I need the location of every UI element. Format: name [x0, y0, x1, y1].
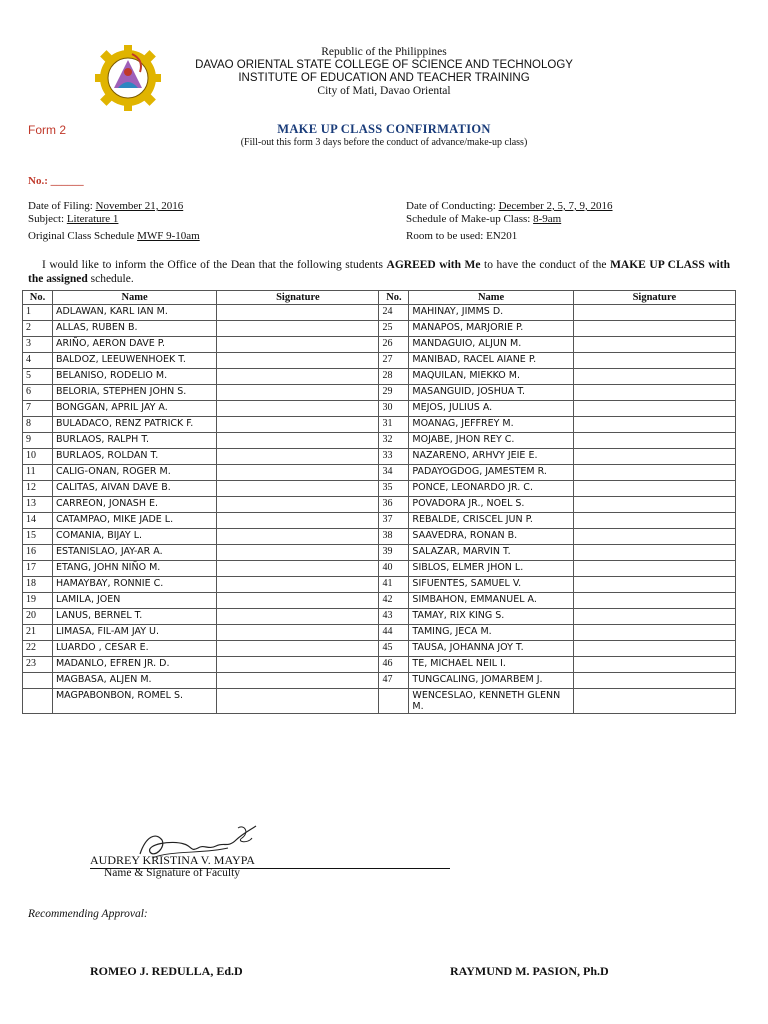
- table-header-row: [23, 291, 736, 305]
- form-title: MAKE UP CLASS CONFIRMATION: [277, 122, 491, 136]
- student-number-cell: 30: [379, 401, 409, 417]
- student-signature-cell: [573, 481, 735, 497]
- student-number-cell: 18: [23, 577, 53, 593]
- student-signature-cell: [217, 385, 379, 401]
- student-signature-cell: [573, 337, 735, 353]
- student-number-cell: 3: [23, 337, 53, 353]
- student-name-cell: SIFUENTES, SAMUEL V.: [409, 577, 573, 593]
- student-number-cell: 27: [379, 353, 409, 369]
- student-signature-cell: [217, 417, 379, 433]
- student-signature-cell: [573, 433, 735, 449]
- reference-number-value: ______: [50, 175, 84, 187]
- student-number-cell: 32: [379, 433, 409, 449]
- student-signature-cell: [217, 433, 379, 449]
- student-number-cell: 16: [23, 545, 53, 561]
- student-name-cell: BELORIA, STEPHEN JOHN S.: [52, 385, 216, 401]
- student-number-cell: 28: [379, 369, 409, 385]
- table-row: [23, 353, 736, 369]
- table-row: [23, 305, 736, 321]
- student-name-cell: MOANAG, JEFFREY M.: [409, 417, 573, 433]
- table-row: [23, 545, 736, 561]
- header-signature-left: Signature: [217, 291, 379, 305]
- makeup-schedule-label: Schedule of Make-up Class:: [406, 213, 531, 225]
- student-roster-table: [22, 290, 736, 714]
- student-name-cell: MASANGUID, JOSHUA T.: [409, 385, 573, 401]
- student-signature-cell: [217, 673, 379, 689]
- original-schedule-label: Original Class Schedule: [28, 230, 135, 242]
- student-signature-cell: [573, 689, 735, 714]
- student-number-cell: 42: [379, 593, 409, 609]
- student-number-cell: [379, 689, 409, 714]
- subject-value: Literature 1: [66, 213, 119, 225]
- student-name-cell: CALITAS, AIVAN DAVE B.: [52, 481, 216, 497]
- date-of-conducting: [406, 200, 613, 213]
- student-signature-cell: [573, 529, 735, 545]
- student-number-cell: 29: [379, 385, 409, 401]
- date-of-conducting-value: December 2, 5, 7, 9, 2016: [498, 200, 613, 212]
- student-number-cell: 22: [23, 641, 53, 657]
- makeup-schedule: [406, 213, 561, 226]
- student-number-cell: 33: [379, 449, 409, 465]
- student-signature-cell: [573, 401, 735, 417]
- date-of-filing: [28, 200, 183, 213]
- student-name-cell: TAMAY, RIX KING S.: [409, 609, 573, 625]
- subject: [28, 213, 118, 226]
- table-row: [23, 513, 736, 529]
- student-name-cell: BULADACO, RENZ PATRICK F.: [52, 417, 216, 433]
- student-signature-cell: [217, 481, 379, 497]
- date-of-conducting-label: Date of Conducting:: [406, 200, 496, 212]
- table-row: [23, 449, 736, 465]
- student-signature-cell: [217, 465, 379, 481]
- student-number-cell: 17: [23, 561, 53, 577]
- intro-part2: to have the conduct of the: [480, 259, 611, 271]
- recommending-approval-label: Recommending Approval:: [28, 908, 148, 920]
- original-schedule-value: MWF 9-10am: [137, 230, 200, 242]
- room-label: Room to be used:: [406, 230, 484, 242]
- reference-number: [28, 175, 84, 187]
- original-schedule: [28, 230, 200, 243]
- student-name-cell: BURLAOS, ROLDAN T.: [52, 449, 216, 465]
- table-row: [23, 641, 736, 657]
- student-signature-cell: [217, 657, 379, 673]
- student-number-cell: 8: [23, 417, 53, 433]
- table-row: [23, 465, 736, 481]
- header-name-left: Name: [52, 291, 216, 305]
- table-row: [23, 321, 736, 337]
- student-name-cell: CALIG-ONAN, ROGER M.: [52, 465, 216, 481]
- makeup-schedule-value: 8-9am: [533, 213, 562, 225]
- student-signature-cell: [573, 305, 735, 321]
- student-name-cell: BALDOZ, LEEUWENHOEK T.: [52, 353, 216, 369]
- student-name-cell: MAGPABONBON, ROMEL S.: [52, 689, 216, 714]
- student-number-cell: 4: [23, 353, 53, 369]
- student-signature-cell: [573, 321, 735, 337]
- student-number-cell: 36: [379, 497, 409, 513]
- approver-right-name: RAYMUND M. PASION, Ph.D: [450, 964, 609, 978]
- student-number-cell: 46: [379, 657, 409, 673]
- header-institute: INSTITUTE OF EDUCATION AND TEACHER TRAINING: [238, 72, 530, 84]
- table-row: [23, 577, 736, 593]
- student-number-cell: 47: [379, 673, 409, 689]
- student-signature-cell: [217, 321, 379, 337]
- student-signature-cell: [573, 513, 735, 529]
- student-number-cell: 41: [379, 577, 409, 593]
- student-signature-cell: [573, 641, 735, 657]
- student-signature-cell: [217, 449, 379, 465]
- student-number-cell: [23, 689, 53, 714]
- student-name-cell: CATAMPAO, MIKE JADE L.: [52, 513, 216, 529]
- header-city: City of Mati, Davao Oriental: [317, 85, 451, 97]
- table-row: [23, 609, 736, 625]
- student-name-cell: COMANIA, BIJAY L.: [52, 529, 216, 545]
- faculty-caption: Name & Signature of Faculty: [104, 867, 241, 879]
- student-name-cell: ARIÑO, AERON DAVE P.: [52, 337, 216, 353]
- student-name-cell: MANAPOS, MARJORIE P.: [409, 321, 573, 337]
- student-number-cell: 12: [23, 481, 53, 497]
- student-name-cell: REBALDE, CRISCEL JUN P.: [409, 513, 573, 529]
- student-name-cell: CARREON, JONASH E.: [52, 497, 216, 513]
- header-college-name: DAVAO ORIENTAL STATE COLLEGE OF SCIENCE AND TECHNOLOGY: [195, 59, 573, 71]
- student-name-cell: SIBLOS, ELMER JHON L.: [409, 561, 573, 577]
- table-row: [23, 593, 736, 609]
- student-number-cell: 25: [379, 321, 409, 337]
- table-row: [23, 417, 736, 433]
- student-number-cell: 2: [23, 321, 53, 337]
- student-name-cell: MAQUILAN, MIEKKO M.: [409, 369, 573, 385]
- student-name-cell: MANDAGUIO, ALJUN M.: [409, 337, 573, 353]
- student-number-cell: 39: [379, 545, 409, 561]
- student-name-cell: POVADORA JR., NOEL S.: [409, 497, 573, 513]
- student-name-cell: SAAVEDRA, RONAN B.: [409, 529, 573, 545]
- table-row: [23, 529, 736, 545]
- student-signature-cell: [217, 625, 379, 641]
- student-name-cell: SIMBAHON, EMMANUEL A.: [409, 593, 573, 609]
- student-number-cell: 26: [379, 337, 409, 353]
- intro-paragraph: [28, 258, 730, 286]
- student-name-cell: MAHINAY, JIMMS D.: [409, 305, 573, 321]
- student-name-cell: ETANG, JOHN NIÑO M.: [52, 561, 216, 577]
- student-name-cell: ADLAWAN, KARL IAN M.: [52, 305, 216, 321]
- student-number-cell: 45: [379, 641, 409, 657]
- table-body: [23, 305, 736, 714]
- header-no-right: No.: [379, 291, 409, 305]
- student-name-cell: LUARDO , CESAR E.: [52, 641, 216, 657]
- table-row: [23, 689, 736, 714]
- student-number-cell: 21: [23, 625, 53, 641]
- student-number-cell: 1: [23, 305, 53, 321]
- student-signature-cell: [573, 497, 735, 513]
- table-row: [23, 481, 736, 497]
- student-signature-cell: [217, 593, 379, 609]
- student-number-cell: 34: [379, 465, 409, 481]
- student-signature-cell: [217, 497, 379, 513]
- header-signature-right: Signature: [573, 291, 735, 305]
- approver-left-name: ROMEO J. REDULLA, Ed.D: [90, 964, 243, 978]
- student-name-cell: LIMASA, FIL-AM JAY U.: [52, 625, 216, 641]
- student-number-cell: 37: [379, 513, 409, 529]
- student-number-cell: 31: [379, 417, 409, 433]
- table-row: [23, 497, 736, 513]
- student-signature-cell: [573, 625, 735, 641]
- table-row: [23, 561, 736, 577]
- student-signature-cell: [573, 353, 735, 369]
- student-number-cell: 38: [379, 529, 409, 545]
- form-subtitle: (Fill-out this form 3 days before the conduct of advance/make-up class): [240, 137, 528, 148]
- student-signature-cell: [217, 513, 379, 529]
- student-signature-cell: [573, 385, 735, 401]
- student-signature-cell: [573, 577, 735, 593]
- table-row: [23, 625, 736, 641]
- student-name-cell: MOJABE, JHON REY C.: [409, 433, 573, 449]
- student-name-cell: LAMILA, JOEN: [52, 593, 216, 609]
- student-number-cell: 35: [379, 481, 409, 497]
- student-name-cell: BURLAOS, RALPH T.: [52, 433, 216, 449]
- intro-part1: I would like to inform the Office of the Dean that the following students: [42, 259, 387, 271]
- student-number-cell: 13: [23, 497, 53, 513]
- student-number-cell: 15: [23, 529, 53, 545]
- student-name-cell: TAUSA, JOHANNA JOY T.: [409, 641, 573, 657]
- student-signature-cell: [217, 561, 379, 577]
- student-name-cell: MAGBASA, ALJEN M.: [52, 673, 216, 689]
- student-number-cell: 14: [23, 513, 53, 529]
- student-number-cell: 43: [379, 609, 409, 625]
- student-name-cell: TUNGCALING, JOMARBEM J.: [409, 673, 573, 689]
- date-of-filing-label: Date of Filing:: [28, 200, 93, 212]
- student-signature-cell: [573, 449, 735, 465]
- student-signature-cell: [573, 673, 735, 689]
- student-name-cell: MEJOS, JULIUS A.: [409, 401, 573, 417]
- student-signature-cell: [573, 593, 735, 609]
- student-name-cell: ALLAS, RUBEN B.: [52, 321, 216, 337]
- student-number-cell: 9: [23, 433, 53, 449]
- student-signature-cell: [217, 641, 379, 657]
- student-signature-cell: [573, 609, 735, 625]
- room: [406, 230, 517, 243]
- student-number-cell: 20: [23, 609, 53, 625]
- student-signature-cell: [217, 305, 379, 321]
- student-number-cell: 44: [379, 625, 409, 641]
- intro-part3: schedule.: [87, 273, 134, 285]
- student-name-cell: LANUS, BERNEL T.: [52, 609, 216, 625]
- student-name-cell: SALAZAR, MARVIN T.: [409, 545, 573, 561]
- table-row: [23, 657, 736, 673]
- student-signature-cell: [217, 401, 379, 417]
- student-number-cell: [23, 673, 53, 689]
- student-signature-cell: [573, 369, 735, 385]
- intro-bold1: AGREED with Me: [386, 259, 481, 271]
- table-row: [23, 673, 736, 689]
- student-number-cell: 19: [23, 593, 53, 609]
- student-signature-cell: [217, 689, 379, 714]
- student-signature-cell: [217, 369, 379, 385]
- date-of-filing-value: November 21, 2016: [95, 200, 184, 212]
- student-name-cell: BELANISO, RODELIO M.: [52, 369, 216, 385]
- header-name-right: Name: [409, 291, 573, 305]
- student-name-cell: PONCE, LEONARDO JR. C.: [409, 481, 573, 497]
- reference-number-label: No.:: [28, 175, 48, 187]
- table-row: [23, 401, 736, 417]
- student-number-cell: 40: [379, 561, 409, 577]
- student-name-cell: ESTANISLAO, JAY-AR A.: [52, 545, 216, 561]
- student-number-cell: 10: [23, 449, 53, 465]
- student-name-cell: BONGGAN, APRIL JAY A.: [52, 401, 216, 417]
- student-signature-cell: [573, 417, 735, 433]
- student-name-cell: TAMING, JECA M.: [409, 625, 573, 641]
- student-name-cell: HAMAYBAY, RONNIE C.: [52, 577, 216, 593]
- student-number-cell: 23: [23, 657, 53, 673]
- student-number-cell: 11: [23, 465, 53, 481]
- student-signature-cell: [217, 529, 379, 545]
- student-signature-cell: [573, 465, 735, 481]
- table-row: [23, 337, 736, 353]
- student-number-cell: 5: [23, 369, 53, 385]
- student-signature-cell: [217, 337, 379, 353]
- student-name-cell: PADAYOGDOG, JAMESTEM R.: [409, 465, 573, 481]
- faculty-name: AUDREY KRISTINA V. MAYPA: [90, 853, 450, 869]
- student-number-cell: 6: [23, 385, 53, 401]
- student-signature-cell: [573, 545, 735, 561]
- student-number-cell: 24: [379, 305, 409, 321]
- table-row: [23, 433, 736, 449]
- student-number-cell: 7: [23, 401, 53, 417]
- student-signature-cell: [573, 561, 735, 577]
- subject-label: Subject:: [28, 213, 65, 225]
- student-signature-cell: [217, 609, 379, 625]
- intro-bold2: MAKE UP CLASS with the assigned: [28, 259, 730, 285]
- student-signature-cell: [217, 353, 379, 369]
- student-name-cell: WENCESLAO, KENNETH GLENN M.: [409, 689, 573, 714]
- table-row: [23, 385, 736, 401]
- student-name-cell: NAZARENO, ARHVY JEIE E.: [409, 449, 573, 465]
- student-name-cell: MADANLO, EFREN JR. D.: [52, 657, 216, 673]
- form-number-label: Form 2: [28, 123, 67, 137]
- header-republic: Republic of the Philippines: [321, 46, 447, 58]
- student-signature-cell: [217, 577, 379, 593]
- table-row: [23, 369, 736, 385]
- student-name-cell: TE, MICHAEL NEIL I.: [409, 657, 573, 673]
- student-signature-cell: [573, 657, 735, 673]
- student-name-cell: MANIBAD, RACEL AIANE P.: [409, 353, 573, 369]
- student-signature-cell: [217, 545, 379, 561]
- room-value: EN201: [486, 230, 518, 242]
- header-no-left: No.: [23, 291, 53, 305]
